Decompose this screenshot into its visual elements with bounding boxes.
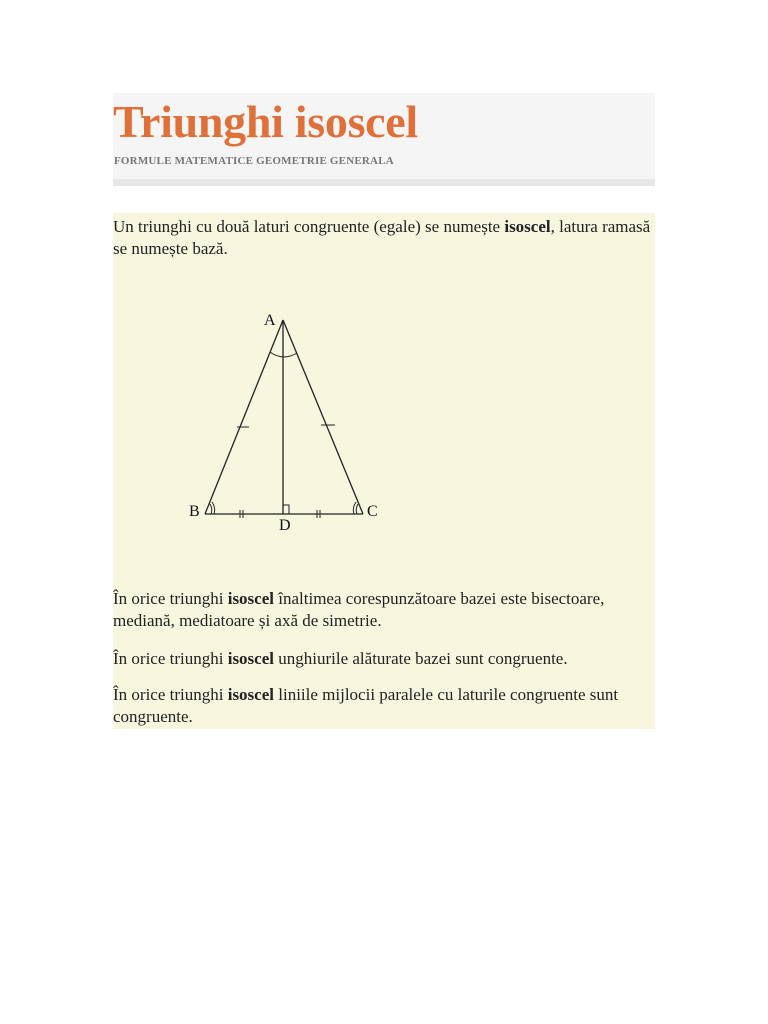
side-ac [283,320,363,514]
p3-text-end: liniile mijlocii paralele cu laturile congruente sunt congruente. [113,685,619,726]
page-title: Triunghi isoscel [113,96,418,147]
p1-bold-term: isoscel [227,589,274,608]
article-header [113,93,655,179]
isosceles-triangle-diagram [185,308,425,548]
intro-text-end: , latura ramasă se numește bază. [113,217,651,258]
side-ab [205,320,283,514]
p2-text-start: În orice triunghi [113,649,228,668]
p2-bold-term: isoscel [227,649,274,668]
p1-text-start: În orice triunghi [113,589,228,608]
p3-bold-term: isoscel [227,685,274,704]
midlines-paragraph [113,684,653,728]
p3-text-start: În orice triunghi [113,685,228,704]
angle-mark-b2 [212,502,215,514]
vertex-label-b: B [189,503,200,520]
intro-text-start: Un triunghi cu două laturi congruente (egale) se numește [113,217,505,236]
category-links[interactable]: FORMULE MATEMATICE GEOMETRIE GENERALA [114,155,394,167]
angle-mark-c [356,504,358,514]
article-content [113,213,655,729]
vertex-label-c: C [367,503,378,520]
header-divider [113,179,655,186]
vertex-label-a: A [264,312,276,329]
p2-text-end: unghiurile alăturate bazei sunt congruente. [274,649,568,668]
right-angle-mark [283,505,289,514]
angle-mark-c2 [353,502,356,514]
intro-paragraph [113,216,653,260]
angle-mark-b [210,504,212,514]
angle-arc-a-right [283,353,297,357]
base-angles-paragraph [113,648,653,670]
angle-arc-a-left [270,352,283,357]
vertex-label-d: D [279,517,291,534]
altitude-paragraph [113,588,653,632]
intro-bold-term: isoscel [504,217,551,236]
p1-text-end: înaltimea corespunzătoare bazei este bisectoare, mediană, mediatoare și axă de simetrie. [113,589,605,630]
